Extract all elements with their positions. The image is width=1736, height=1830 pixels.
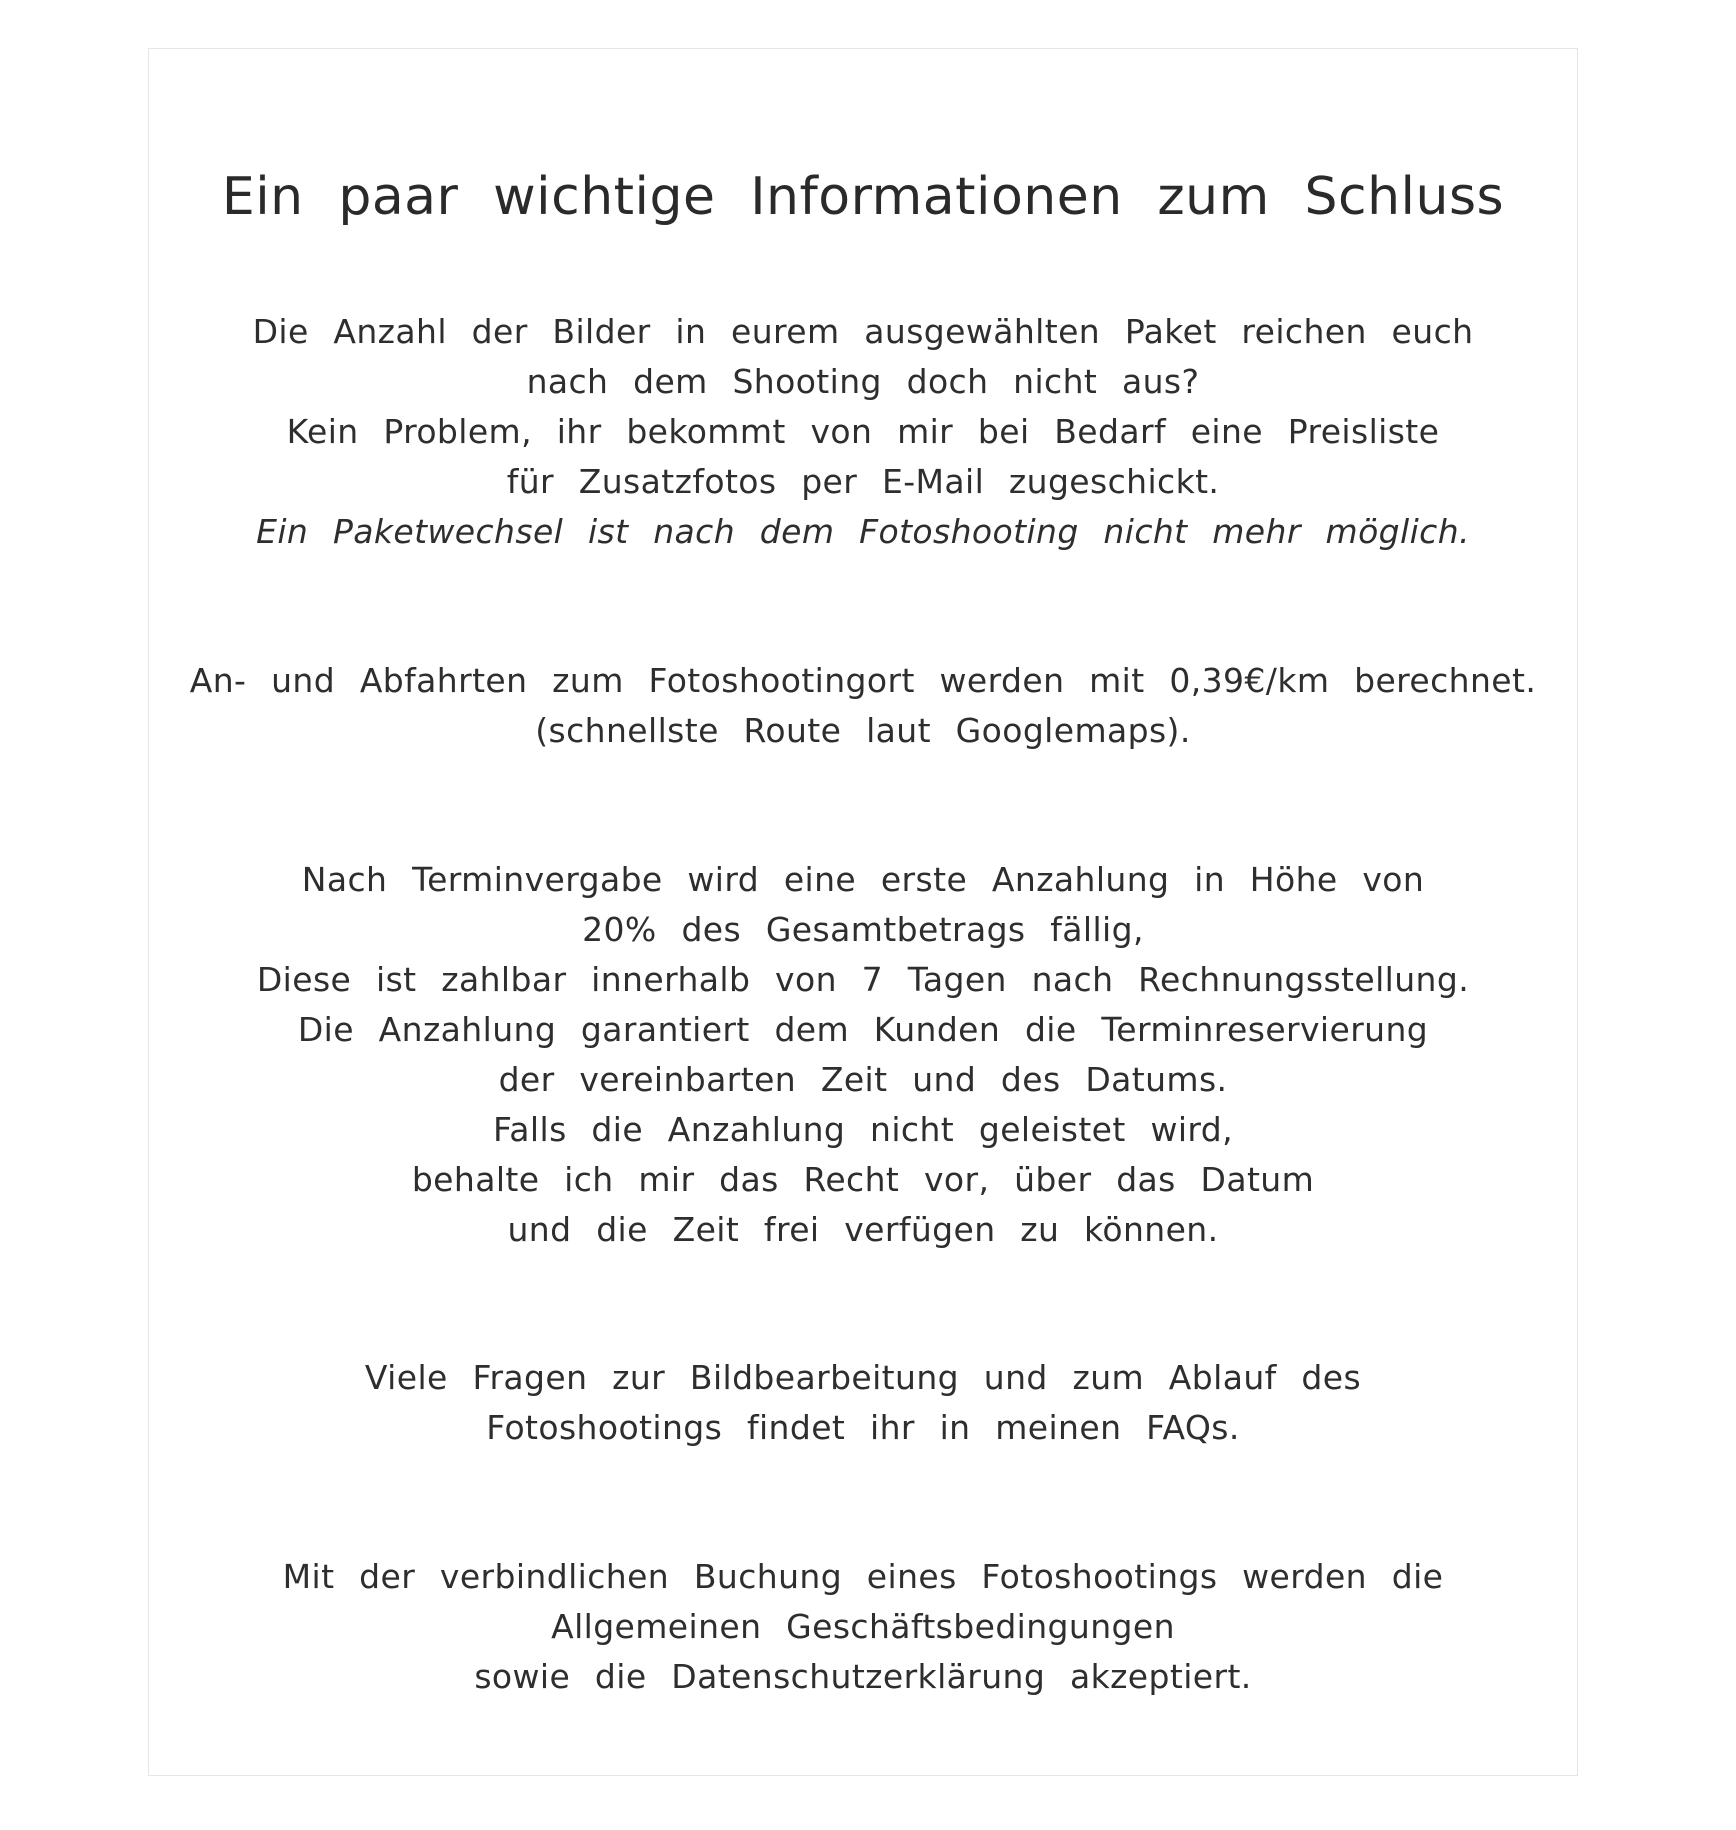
text-line: und die Zeit frei verfügen zu können. [507,1210,1219,1249]
text-line: An- und Abfahrten zum Fotoshootingort werden mit 0,39€/km berechnet. [189,661,1537,700]
travel-cost-paragraph [149,656,1577,756]
text-line: Allgemeinen Geschäftsbedingungen [551,1607,1175,1646]
text-line: der vereinbarten Zeit und des Datums. [498,1060,1228,1099]
faq-paragraph [149,1353,1577,1453]
text-line: Die Anzahlung garantiert dem Kunden die Terminreservierung [297,1010,1429,1049]
text-line: Viele Fragen zur Bildbearbeitung und zum Ablauf des [364,1358,1362,1397]
text-line: Fotoshootings findet ihr in meinen FAQs. [486,1408,1240,1447]
info-card [148,48,1578,1776]
text-line: nach dem Shooting doch nicht aus? [526,362,1200,401]
package-change-note: Ein Paketwechsel ist nach dem Fotoshooting nicht mehr möglich. [256,512,1470,551]
terms-paragraph [149,1552,1577,1702]
text-line: Diese ist zahlbar innerhalb von 7 Tagen nach Rechnungsstellung. [256,960,1470,999]
text-line: (schnellste Route laut Googlemaps). [535,711,1191,750]
text-line: Mit der verbindlichen Buchung eines Fotoshootings werden die [282,1557,1444,1596]
text-line: für Zusatzfotos per E-Mail zugeschickt. [506,462,1220,501]
text-line: sowie die Datenschutzerklärung akzeptiert. [474,1657,1252,1696]
package-info-paragraph [149,307,1577,557]
text-line: Nach Terminvergabe wird eine erste Anzahlung in Höhe von [301,860,1425,899]
deposit-paragraph [149,855,1577,1255]
text-line: behalte ich mir das Recht vor, über das Datum [411,1160,1315,1199]
text-line: Kein Problem, ihr bekommt von mir bei Bedarf eine Preisliste [286,412,1440,451]
text-line: 20% des Gesamtbetrags fällig, [582,910,1144,949]
page-title: Ein paar wichtige Informationen zum Schluss [221,167,1505,227]
text-line: Die Anzahl der Bilder in eurem ausgewählten Paket reichen euch [252,312,1474,351]
text-line: Falls die Anzahlung nicht geleistet wird, [492,1110,1234,1149]
